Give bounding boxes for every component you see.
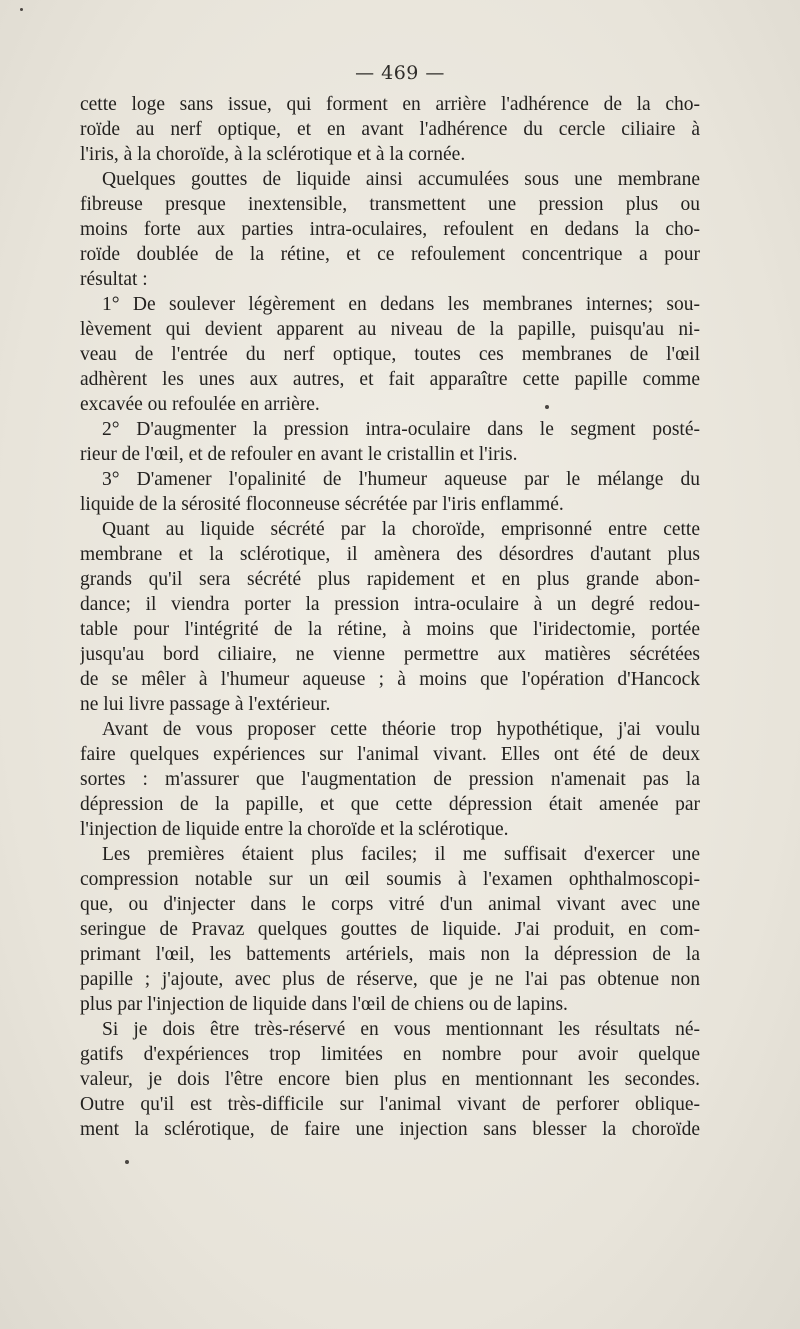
page-number: — 469 — bbox=[355, 62, 445, 84]
text-line: plus par l'injection de liquide dans l'œil de chiens ou de lapins. bbox=[80, 994, 568, 1015]
text-line: faire quelques expériences sur l'animal vivant. Elles ont été de deux bbox=[80, 744, 700, 765]
text-line: roïde au nerf optique, et en avant l'adhérence du cercle ciliaire à bbox=[80, 119, 700, 140]
text-line: Quelques gouttes de liquide ainsi accumulées sous une membrane bbox=[102, 169, 700, 190]
text-line: 2° D'augmenter la pression intra-oculaire dans le segment posté- bbox=[102, 419, 700, 440]
text-line: papille ; j'ajoute, avec plus de réserve, que je ne l'ai pas obtenue non bbox=[80, 969, 700, 990]
text-line: compression notable sur un œil soumis à l'examen ophthalmoscopi- bbox=[80, 869, 700, 890]
text-line: l'iris, à la choroïde, à la sclérotique et à la cornée. bbox=[80, 144, 466, 165]
text-line: fibreuse presque inextensible, transmettent une pression plus ou bbox=[80, 194, 700, 215]
text-line: que, ou d'injecter dans le corps vitré d'un animal vivant avec une bbox=[80, 894, 700, 915]
text-line: Outre qu'il est très-difficile sur l'animal vivant de perforer oblique- bbox=[80, 1094, 700, 1115]
text-line: gatifs d'expériences trop limitées en nombre pour avoir quelque bbox=[80, 1044, 700, 1065]
body-text bbox=[80, 92, 700, 1142]
text-line: de se mêler à l'humeur aqueuse ; à moins que l'opération d'Hancock bbox=[80, 669, 700, 690]
ink-speck bbox=[545, 405, 549, 409]
text-line: membrane et la sclérotique, il amènera des désordres d'autant plus bbox=[80, 544, 700, 565]
text-line: 1° De soulever légèrement en dedans les membranes internes; sou- bbox=[102, 294, 700, 315]
text-line: Les premières étaient plus faciles; il me suffisait d'exercer une bbox=[102, 844, 700, 865]
text-line: l'injection de liquide entre la choroïde et la sclérotique. bbox=[80, 819, 509, 840]
text-line: jusqu'au bord ciliaire, ne vienne permettre aux matières sécrétées bbox=[80, 644, 700, 665]
text-line: Avant de vous proposer cette théorie trop hypothétique, j'ai voulu bbox=[102, 719, 700, 740]
text-line: ne lui livre passage à l'extérieur. bbox=[80, 694, 331, 715]
text-line: rieur de l'œil, et de refouler en avant le cristallin et l'iris. bbox=[80, 444, 518, 465]
text-line: seringue de Pravaz quelques gouttes de liquide. J'ai produit, en com- bbox=[80, 919, 700, 940]
text-line: valeur, je dois l'être encore bien plus en mentionnant les secondes. bbox=[80, 1069, 700, 1090]
text-line: résultat : bbox=[80, 269, 148, 290]
text-line: dépression de la papille, et que cette dépression était amenée par bbox=[80, 794, 700, 815]
text-line: moins forte aux parties intra-oculaires, refoulent en dedans la cho- bbox=[80, 219, 700, 240]
ink-speck bbox=[125, 1160, 129, 1164]
text-line: veau de l'entrée du nerf optique, toutes ces membranes de l'œil bbox=[80, 344, 700, 365]
text-line: adhèrent les unes aux autres, et fait apparaître cette papille comme bbox=[80, 369, 700, 390]
text-line: Quant au liquide sécrété par la choroïde, emprisonné entre cette bbox=[102, 519, 700, 540]
text-line: lèvement qui devient apparent au niveau de la papille, puisqu'au ni- bbox=[80, 319, 700, 340]
text-line: roïde doublée de la rétine, et ce refoulement concentrique a pour bbox=[80, 244, 700, 265]
text-line: sortes : m'assurer que l'augmentation de pression n'amenait pas la bbox=[80, 769, 700, 790]
text-line: primant l'œil, les battements artériels, mais non la dépression de la bbox=[80, 944, 700, 965]
text-line: dance; il viendra porter la pression intra-oculaire à un degré redou- bbox=[80, 594, 700, 615]
text-line: 3° D'amener l'opalinité de l'humeur aqueuse par le mélange du bbox=[102, 469, 700, 490]
ink-speck bbox=[20, 8, 23, 11]
text-line: ment la sclérotique, de faire une injection sans blesser la choroïde bbox=[80, 1119, 700, 1140]
text-line: excavée ou refoulée en arrière. bbox=[80, 394, 320, 415]
text-line: cette loge sans issue, qui forment en arrière l'adhérence de la cho- bbox=[80, 94, 700, 115]
text-line: liquide de la sérosité floconneuse sécrétée par l'iris enflammé. bbox=[80, 494, 564, 515]
text-line: table pour l'intégrité de la rétine, à moins que l'iridectomie, portée bbox=[80, 619, 700, 640]
text-line: grands qu'il sera sécrété plus rapidement et en plus grande abon- bbox=[80, 569, 700, 590]
text-line: Si je dois être très-réservé en vous mentionnant les résultats né- bbox=[102, 1019, 700, 1040]
